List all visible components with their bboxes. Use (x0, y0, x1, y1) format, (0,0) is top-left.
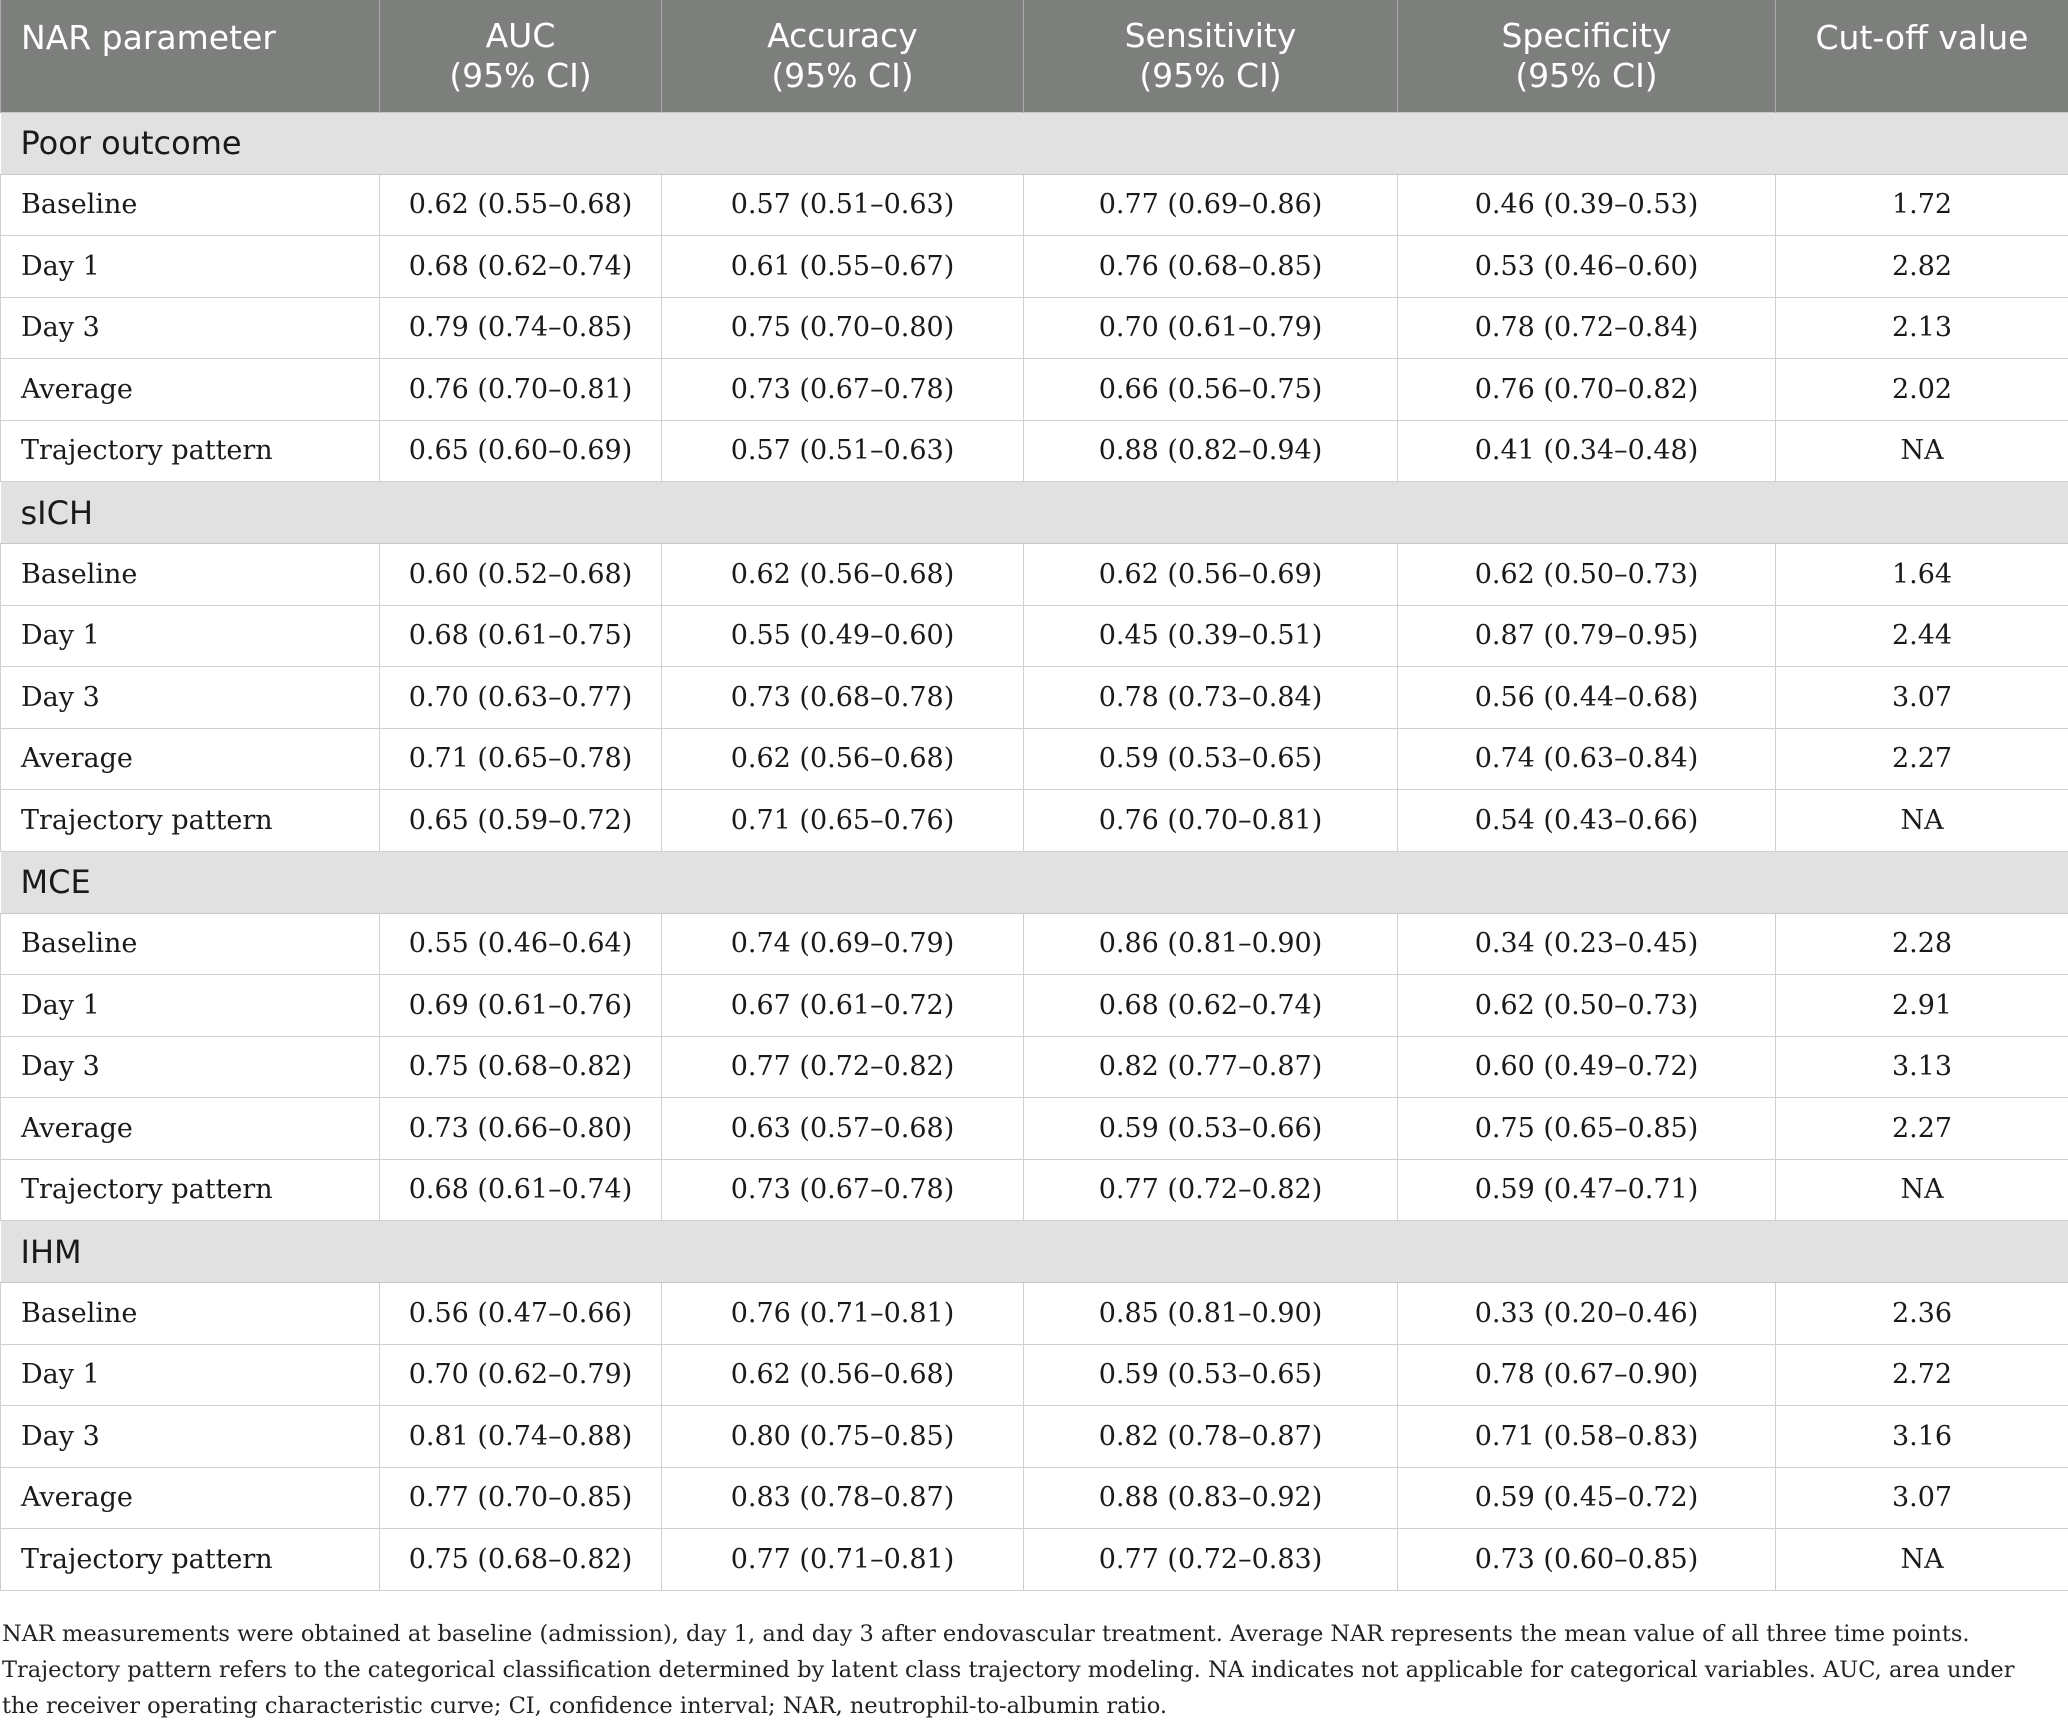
table-cell: 2.13 (1776, 297, 2068, 359)
table-cell: 2.27 (1776, 728, 2068, 790)
row-label: Day 3 (1, 667, 380, 729)
table-footnote: NAR measurements were obtained at baseline (admission), day 1, and day 3 after endovascular treatment. Average NAR represents the mean value of all three time points. Trajectory pattern refers to the categorical classification determined by latent class trajectory modeling. NA indicates not applicable for categorical variables. AUC, area under the receiver operating characteristic curve; CI, confidence interval; NAR, neutrophil-to-albumin ratio. (2, 1621, 2015, 1719)
table-cell: 0.68 (0.62–0.74) (380, 236, 662, 298)
table-cell: 0.74 (0.69–0.79) (662, 913, 1024, 975)
table-row (1, 1159, 2068, 1221)
column-header-line: Sensitivity (1124, 15, 1297, 55)
section-header-row (1, 851, 2068, 913)
table-cell: 0.75 (0.70–0.80) (662, 297, 1024, 359)
table-cell: 0.60 (0.49–0.72) (1398, 1036, 1776, 1098)
table-cell: 0.62 (0.50–0.73) (1398, 975, 1776, 1037)
row-label: Baseline (1, 1283, 380, 1345)
table-cell: 0.76 (0.70–0.82) (1398, 359, 1776, 421)
table-row (1, 297, 2068, 359)
table-cell: 0.76 (0.70–0.81) (380, 359, 662, 421)
table-cell: 0.59 (0.53–0.65) (1024, 728, 1398, 790)
table-cell: 0.59 (0.45–0.72) (1398, 1467, 1776, 1529)
column-header-3 (1024, 0, 1398, 112)
table-row (1, 667, 2068, 729)
row-label: Baseline (1, 174, 380, 236)
table-cell: 3.07 (1776, 667, 2068, 729)
table-row (1, 544, 2068, 606)
column-header-line: Specificity (1501, 15, 1672, 55)
table-cell: 0.62 (0.50–0.73) (1398, 544, 1776, 606)
table-row (1, 1036, 2068, 1098)
table-cell: 0.75 (0.68–0.82) (380, 1529, 662, 1591)
table-row (1, 913, 2068, 975)
table-cell: 3.13 (1776, 1036, 2068, 1098)
table-cell: 0.77 (0.72–0.82) (662, 1036, 1024, 1098)
table-cell: 0.73 (0.67–0.78) (662, 1159, 1024, 1221)
table-cell: 0.73 (0.60–0.85) (1398, 1529, 1776, 1591)
row-label: Average (1, 359, 380, 421)
table-cell: 0.73 (0.67–0.78) (662, 359, 1024, 421)
row-label: Trajectory pattern (1, 420, 380, 482)
table-row (1, 728, 2068, 790)
table-cell: 1.64 (1776, 544, 2068, 606)
row-label: Day 1 (1, 1344, 380, 1406)
table-cell: 0.59 (0.47–0.71) (1398, 1159, 1776, 1221)
table-cell: 2.91 (1776, 975, 2068, 1037)
table-cell: 0.59 (0.53–0.66) (1024, 1098, 1398, 1160)
table-cell: 0.78 (0.72–0.84) (1398, 297, 1776, 359)
row-label: Day 1 (1, 236, 380, 298)
table-cell: 0.41 (0.34–0.48) (1398, 420, 1776, 482)
table-row (1, 1344, 2068, 1406)
table-cell: 0.53 (0.46–0.60) (1398, 236, 1776, 298)
table-cell: 0.71 (0.65–0.78) (380, 728, 662, 790)
table-cell: 0.69 (0.61–0.76) (380, 975, 662, 1037)
table-cell: 0.70 (0.63–0.77) (380, 667, 662, 729)
table-cell: 0.77 (0.69–0.86) (1024, 174, 1398, 236)
table-cell: NA (1776, 1159, 2068, 1221)
table-cell: 0.60 (0.52–0.68) (380, 544, 662, 606)
table-cell: 0.68 (0.61–0.75) (380, 605, 662, 667)
table-cell: 0.83 (0.78–0.87) (662, 1467, 1024, 1529)
table-cell: 0.66 (0.56–0.75) (1024, 359, 1398, 421)
table-cell: 0.62 (0.56–0.68) (662, 1344, 1024, 1406)
table-cell: 0.75 (0.65–0.85) (1398, 1098, 1776, 1160)
table-cell: 0.76 (0.68–0.85) (1024, 236, 1398, 298)
table-cell: 0.70 (0.62–0.79) (380, 1344, 662, 1406)
table-row (1, 420, 2068, 482)
table-cell: 0.88 (0.82–0.94) (1024, 420, 1398, 482)
table-cell: 0.71 (0.65–0.76) (662, 790, 1024, 852)
table-cell: 0.55 (0.46–0.64) (380, 913, 662, 975)
row-label: Trajectory pattern (1, 1529, 380, 1591)
table-cell: 0.67 (0.61–0.72) (662, 975, 1024, 1037)
table-cell: 0.55 (0.49–0.60) (662, 605, 1024, 667)
table-row (1, 1529, 2068, 1591)
row-label: Trajectory pattern (1, 1159, 380, 1221)
table-cell: 0.87 (0.79–0.95) (1398, 605, 1776, 667)
table-cell: 0.62 (0.56–0.68) (662, 544, 1024, 606)
table-cell: 2.44 (1776, 605, 2068, 667)
table-row (1, 1406, 2068, 1468)
table-row (1, 975, 2068, 1037)
table-cell: 0.34 (0.23–0.45) (1398, 913, 1776, 975)
column-header-line: (95% CI) (1515, 55, 1658, 95)
section-header-row (1, 1221, 2068, 1283)
table-cell: 0.65 (0.60–0.69) (380, 420, 662, 482)
column-header-line: (95% CI) (449, 55, 592, 95)
table-cell: 0.33 (0.20–0.46) (1398, 1283, 1776, 1345)
table-cell: 0.78 (0.73–0.84) (1024, 667, 1398, 729)
table-cell: 0.63 (0.57–0.68) (662, 1098, 1024, 1160)
table-cell: 2.02 (1776, 359, 2068, 421)
table-cell: 0.77 (0.72–0.83) (1024, 1529, 1398, 1591)
section-title: Poor outcome (1, 112, 2068, 174)
row-label: Average (1, 1098, 380, 1160)
table-cell: 0.68 (0.62–0.74) (1024, 975, 1398, 1037)
table-cell: 2.28 (1776, 913, 2068, 975)
column-header-line: NAR parameter (21, 18, 276, 57)
table-cell: 2.27 (1776, 1098, 2068, 1160)
table-cell: 1.72 (1776, 174, 2068, 236)
section-header-row (1, 112, 2068, 174)
section-title: IHM (1, 1221, 2068, 1283)
table-cell: 0.85 (0.81–0.90) (1024, 1283, 1398, 1345)
table-cell: 0.76 (0.70–0.81) (1024, 790, 1398, 852)
table-cell: NA (1776, 1529, 2068, 1591)
section-title: MCE (1, 851, 2068, 913)
table-cell: 0.80 (0.75–0.85) (662, 1406, 1024, 1468)
section-header-row (1, 482, 2068, 544)
table-cell: 0.74 (0.63–0.84) (1398, 728, 1776, 790)
table-row (1, 605, 2068, 667)
table-cell: 2.72 (1776, 1344, 2068, 1406)
table-cell: 0.77 (0.71–0.81) (662, 1529, 1024, 1591)
table-cell: 0.56 (0.47–0.66) (380, 1283, 662, 1345)
row-label: Baseline (1, 913, 380, 975)
table-cell: 0.62 (0.56–0.69) (1024, 544, 1398, 606)
header-row (1, 0, 2068, 112)
column-header-2 (662, 0, 1024, 112)
table-cell: 0.88 (0.83–0.92) (1024, 1467, 1398, 1529)
table-cell: 0.73 (0.66–0.80) (380, 1098, 662, 1160)
table-row (1, 1467, 2068, 1529)
row-label: Baseline (1, 544, 380, 606)
column-header-line: (95% CI) (1139, 55, 1282, 95)
table-cell: 0.56 (0.44–0.68) (1398, 667, 1776, 729)
table-cell: 0.79 (0.74–0.85) (380, 297, 662, 359)
table-row (1, 790, 2068, 852)
table-cell: 0.76 (0.71–0.81) (662, 1283, 1024, 1345)
table-cell: NA (1776, 790, 2068, 852)
column-header-1 (380, 0, 662, 112)
row-label: Day 1 (1, 605, 380, 667)
table-cell: 0.77 (0.72–0.82) (1024, 1159, 1398, 1221)
table-cell: 0.71 (0.58–0.83) (1398, 1406, 1776, 1468)
table-cell: NA (1776, 420, 2068, 482)
table-row (1, 1283, 2068, 1345)
table-cell: 0.57 (0.51–0.63) (662, 174, 1024, 236)
column-header-5 (1776, 0, 2068, 112)
row-label: Day 3 (1, 297, 380, 359)
table-cell: 0.78 (0.67–0.90) (1398, 1344, 1776, 1406)
table-row (1, 359, 2068, 421)
table-cell: 0.77 (0.70–0.85) (380, 1467, 662, 1529)
column-header-line: Cut-off value (1815, 18, 2029, 57)
table-cell: 0.70 (0.61–0.79) (1024, 297, 1398, 359)
table-cell: 2.36 (1776, 1283, 2068, 1345)
table-cell: 2.82 (1776, 236, 2068, 298)
table-cell: 0.59 (0.53–0.65) (1024, 1344, 1398, 1406)
table-cell: 0.61 (0.55–0.67) (662, 236, 1024, 298)
column-header-line: (95% CI) (771, 55, 914, 95)
table-row (1, 236, 2068, 298)
table-header (1, 0, 2068, 112)
column-header-line: AUC (485, 15, 556, 55)
row-label: Day 1 (1, 975, 380, 1037)
row-label: Average (1, 1467, 380, 1529)
table-cell: 0.81 (0.74–0.88) (380, 1406, 662, 1468)
table-body (1, 112, 2068, 1590)
table-cell: 0.86 (0.81–0.90) (1024, 913, 1398, 975)
table-cell: 0.62 (0.55–0.68) (380, 174, 662, 236)
table-row (1, 1098, 2068, 1160)
table-cell: 0.82 (0.78–0.87) (1024, 1406, 1398, 1468)
table-cell: 0.46 (0.39–0.53) (1398, 174, 1776, 236)
table-cell: 3.07 (1776, 1467, 2068, 1529)
table-cell: 0.54 (0.43–0.66) (1398, 790, 1776, 852)
column-header-0 (1, 0, 380, 112)
table-cell: 0.62 (0.56–0.68) (662, 728, 1024, 790)
table-row (1, 174, 2068, 236)
table-cell: 3.16 (1776, 1406, 2068, 1468)
table-cell: 0.45 (0.39–0.51) (1024, 605, 1398, 667)
table-cell: 0.68 (0.61–0.74) (380, 1159, 662, 1221)
table-cell: 0.65 (0.59–0.72) (380, 790, 662, 852)
table-cell: 0.57 (0.51–0.63) (662, 420, 1024, 482)
column-header-4 (1398, 0, 1776, 112)
table-cell: 0.82 (0.77–0.87) (1024, 1036, 1398, 1098)
row-label: Trajectory pattern (1, 790, 380, 852)
table-cell: 0.75 (0.68–0.82) (380, 1036, 662, 1098)
column-header-line: Accuracy (767, 15, 918, 55)
section-title: sICH (1, 482, 2068, 544)
row-label: Day 3 (1, 1036, 380, 1098)
row-label: Day 3 (1, 1406, 380, 1468)
row-label: Average (1, 728, 380, 790)
table-cell: 0.73 (0.68–0.78) (662, 667, 1024, 729)
